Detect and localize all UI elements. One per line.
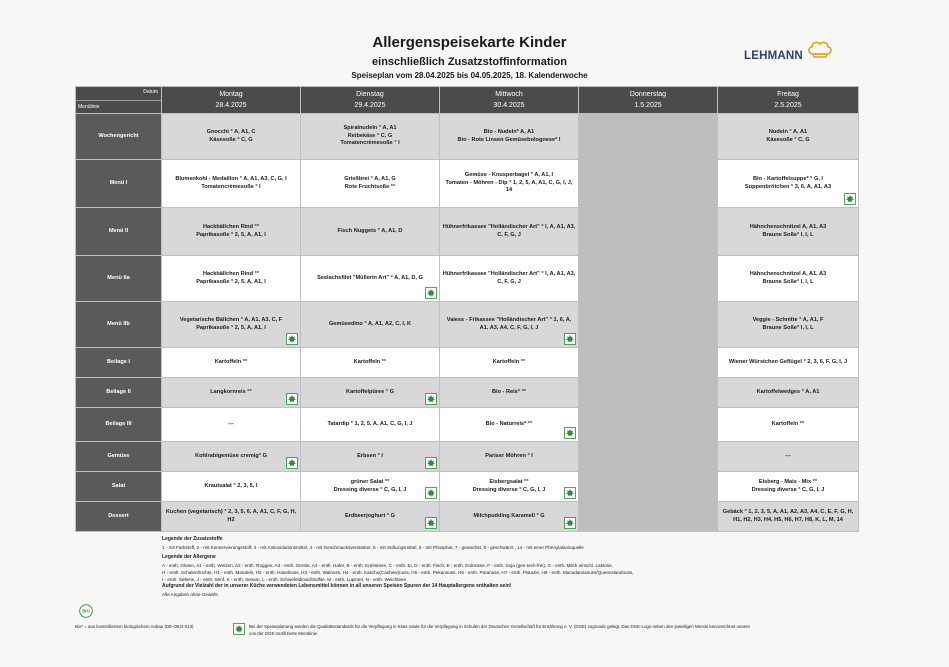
menu-row [76,378,859,408]
dge-leaf-icon [564,427,576,439]
menu-row [76,348,859,378]
menu-row [76,302,859,348]
dish-text: grüner Salat °° Dressing diverse ° C, G, I, J [333,478,407,493]
dge-leaf-icon [425,393,437,405]
menu-cell [301,472,440,502]
menu-cell [440,256,579,302]
chef-hat-icon [807,40,833,58]
menu-line-label: Salat [76,472,162,502]
dge-logo-icon [233,623,245,635]
menu-table [75,86,859,532]
menu-cell [301,348,440,378]
menu-row [76,256,859,302]
menu-cell [440,408,579,442]
dish-text: Kuchen (vegetarisch) ° 2, 3, 5, 6, A, A1, C, F, G, H, H2 [165,508,297,523]
allergens-line-2: H - enth. Schalenfrüchte, H1 - enth. Mandeln, H2 - enth. Haselnuss, H3 - enth. Walnuss, H4 - enth. Kaschu(Cashew)nuss, H5 - enth. Pekannuss, H6 - enth. Paranuss, H7 - enth. Pistazie, H8 - enth. Macadamianuss/Queenslandnuss, [162,569,634,575]
dge-leaf-icon [564,517,576,529]
thursday-closed-column [579,114,718,532]
menu-cell [162,408,301,442]
menu-cell [162,302,301,348]
dish-text: Hühnerfrikassee "Holländischer Art" ° I, A, A1, A3, C, F, G, J [442,223,576,238]
menu-cell [162,256,301,302]
dish-text: Milchpudding Karamell ° G [473,512,545,519]
dish-text: Vaiess - Frikassee "Holländischer Art" ° 1, 6, A, A1, A3, A4, C, F, G, I, J [446,316,572,331]
dish-text: Wiener Würstchen Geflügel ° 2, 3, 6, F, G, I, J [728,358,848,365]
dish-text: Pariser Möhren ° I [485,452,533,459]
dish-text: Bio - Kartoffelsuppe* ° G, I Suppenbrötchen ° 3, 6, A, A1, A3 [744,175,832,190]
dish-text: Hühnerfrikassee "Holländischer Art" ° I, A, A1, A3, C, F, G, J [442,270,576,285]
menu-cell [440,302,579,348]
dish-text: Kartoffelpüree ° G [346,388,394,395]
dish-text: Kartoffeln °° [771,420,805,427]
menu-row [76,208,859,256]
menu-row [76,472,859,502]
logo-text: LEHMANN [744,50,803,62]
dish-text: Gnocchi ° A, A1, C Käsesoße ° C, G [206,128,256,143]
menu-cell [440,378,579,408]
dge-note-line-2: von der DGE-zertifizierte Menülinie. [249,631,319,637]
bio-seal-text: BIO [82,608,90,614]
menu-cell [718,472,859,502]
menu-cell [440,472,579,502]
menu-cell [301,114,440,160]
legend [162,536,802,598]
menu-cell [162,160,301,208]
dish-text: Erbsen ° I [357,452,383,459]
dish-text: Krautsalat ° 2, 3, 5, I [204,482,258,489]
dge-note [249,623,809,637]
menu-row [76,442,859,472]
dish-text: --- [228,420,234,427]
menu-cell [718,408,859,442]
menu-cell [718,160,859,208]
dish-text: Gemüse - Knusperbagel ° A, A1, I Tomaten - Möhren - Dip ° 1, 2, 5, A, A1, C, G, I, J, 14 [445,172,573,194]
menu-line-label: Menü IIa [76,256,162,302]
additives-title: Legende der Zusatzstoffe [162,536,223,542]
menu-line-label: Menü I [76,160,162,208]
dish-text: Kartoffelwedges ° A, A1 [756,388,820,395]
dish-text: Nudeln ° A, A1 Käsesoße ° C, G [766,128,810,143]
menu-cell [440,502,579,532]
corner-line-label: Menülinie [78,104,100,111]
menu-cell [301,378,440,408]
menu-cell [718,502,859,532]
menu-cell [301,442,440,472]
dish-text: Hackbällchen Rind °° Paprikasoße ° 2, 5, A, A1, I [196,270,266,285]
menu-cell [162,472,301,502]
menu-cell [718,302,859,348]
day-header-friday: Freitag 2.5.2025 [718,87,859,114]
additives-text: 1 - mit Farbstoff, 2 - mit Konservierungsstoff, 3 - mit Antioxidationsmittel, 4 - mit Geschmacksverstärker, 5 - mit Süßungsmittel, 6 - mit Phosphat, 7 - gewachst, 8 - geschwärzt , 14 - mit einer Phenylalaninquelle [162,544,584,550]
menu-line-label: Menü IIb [76,302,162,348]
corner-date-label: Datum [143,89,158,95]
menu-cell [301,208,440,256]
dge-leaf-icon [425,487,437,499]
menu-line-label: Gemüse [76,442,162,472]
dge-leaf-icon [425,517,437,529]
dish-text: Seelachsfilet "Müllerin Art" ° A, A1, D, G [317,274,423,281]
dish-text: Kartoffeln °° [492,358,526,365]
menu-cell [162,114,301,160]
dish-text: Bio - Nudeln* A, A1 Bio - Rote Linsen Gemüsebolognese* I [457,128,561,143]
menu-cell [162,442,301,472]
dge-leaf-icon [286,333,298,345]
day-header-tuesday: Dienstag 29.4.2025 [301,87,440,114]
menu-row [76,114,859,160]
menu-cell [162,502,301,532]
menu-cell [162,208,301,256]
dish-text: Kohlrabigemüse cremig° G [195,452,267,459]
dish-text: Hähnchenschnitzel A, A1, A3 Braune Soße° I, I, L [749,223,827,238]
day-header-thursday: Donnerstag 1.5.2025 [579,87,718,114]
dish-text: --- [785,452,791,459]
table-header-row [76,87,859,114]
menu-cell [718,256,859,302]
menu-row [76,408,859,442]
menu-cell [718,208,859,256]
menu-cell [301,502,440,532]
no-guarantee: Alle Angaben ohne Gewähr. [162,591,219,597]
menu-line-label: Beilage I [76,348,162,378]
menu-row [76,160,859,208]
menu-line-label: Beilage II [76,378,162,408]
day-header-wednesday: Mittwoch 30.4.2025 [440,87,579,114]
dish-text: Hackbällchen Rind °° Paprikasoße ° 2, 5, A, A1, I [196,223,266,238]
dge-leaf-icon [425,457,437,469]
menu-line-label: Dessert [76,502,162,532]
dish-text: Eisberg - Mais - Mix °° Dressing diverse ° C, G, I, J [751,478,825,493]
dge-note-line-1: Bei der Speiseplanung werden die Qualitätsstandards für die Verpflegung in Kitas sowie für die Verpflegung in Schulen der Deutschen Gesellschaft für Ernährung e. V. (DGE) zugrunde gelegt. Das DGE-Logo neben den jeweiligen Menüs kennzeichnet unsere [249,624,750,629]
dge-leaf-icon [425,287,437,299]
menu-line-label: Wochengericht [76,114,162,160]
menu-line-label: Menü II [76,208,162,256]
dish-text: Bio - Naturreis* °° [485,420,533,427]
table-corner [76,87,162,114]
menu-cell [718,378,859,408]
traces-notice: Aufgrund der Vielzahl der in unserer Küche verwendeten Lebensmittel können in all unseren Speisen Spuren der 14 Hauptallergene enthalten sein! [162,582,512,589]
bio-note: Bio* = aus kontrolliertem biologischem Anbau (DE-OKO-013) [75,624,194,629]
dish-text: Tatardip ° 1, 2, 5, A, A1, C, G, I, J [327,420,413,427]
menu-cell [162,348,301,378]
menu-cell [718,348,859,378]
menu-line-label: Beilage III [76,408,162,442]
dish-text: Blumenkohl - Medaillon ° A, A1, A3, C, G, I Tomatencrèmesoße ° I [175,175,287,190]
dish-text: Spiralnudeln ° A, A1 Reibekäse ° C, G Tomatencrèmesoße ° I [340,125,400,147]
dge-leaf-icon [564,487,576,499]
menu-cell [301,408,440,442]
dish-text: Fisch Nuggets ° A, A1, D [337,227,403,234]
menu-cell [718,442,859,472]
dish-text: Grießbrei ° A, A1, G Rote Fruchtsoße °° [344,175,396,190]
dish-text: Erdbeerjoghurt ° G [344,512,396,519]
dish-text: Eisbergsalat °° Dressing diverse ° C, G, I, J [472,478,546,493]
menu-cell [301,160,440,208]
allergens-line-3: I - enth. Sellerie, J - enth. Senf, K - enth. Sesam, L - enth. Schwefeldioxid/Sulfite, M - enth. Lupinen, N - enth. Weichtiere [162,576,407,582]
week-range: Speiseplan vom 28.04.2025 bis 04.05.2025, 18. Kalenderwoche [351,71,588,80]
dish-text: Veggie - Schnitte ° A, A1, F Braune Soße° I, I, L [752,316,824,331]
dge-leaf-icon [286,457,298,469]
menu-cell [440,114,579,160]
page-title: Allergenspeisekarte Kinder [372,34,567,51]
menu-cell [162,378,301,408]
bio-seal-icon [79,604,93,618]
menu-cell [301,302,440,348]
menu-row [76,502,859,532]
menu-cell [301,256,440,302]
dish-text: Kartoffeln °° [353,358,387,365]
menu-cell [440,208,579,256]
dge-leaf-icon [844,193,856,205]
allergens-line-1: A - enth. Gluten, A1 - enth. Weizen, A2 - enth. Roggen, A3 - enth. Gerste, A4 - enth. Hafer, B - enth. Krebstiere, C - enth. Ei, D - enth. Fisch, E - enth. Erdnüsse, F - enth. Soja (gen-tech-frei), G - enth. Milch einschl. Laktose, [162,562,613,568]
dish-text: Kartoffeln °° [214,358,248,365]
dge-leaf-icon [564,333,576,345]
page-subtitle: einschließlich Zusatzstoffinformation [372,56,567,68]
menu-cell [440,348,579,378]
dish-text: Gemüsedino ° A, A1, A2, C, I, K [328,320,412,327]
allergens-title: Legende der Allergene [162,553,216,560]
dish-text: Gebäck ° 1, 2, 3, 5, A, A1, A2, A3, A4, C, E, F, G, H, H1, H2, H3, H4, H5, H6, H7, H8, K, L, M, 14 [722,508,854,523]
menu-cell [718,114,859,160]
lehmann-logo [744,40,836,66]
dish-text: Vegetarische Bällchen ° A, A1, A3, C, F Paprikasoße ° 2, 5, A, A1, I [179,316,283,331]
menu-body [76,114,859,532]
dish-text: Bio - Reis* °° [491,388,526,395]
menu-cell [440,160,579,208]
dge-leaf-icon [286,393,298,405]
dish-text: Langkornreis °° [210,388,252,395]
dish-text: Hähnchenschnitzel A, A1, A3 Braune Soße° I, I, L [749,270,827,285]
menu-cell [440,442,579,472]
day-header-monday: Montag 28.4.2025 [162,87,301,114]
